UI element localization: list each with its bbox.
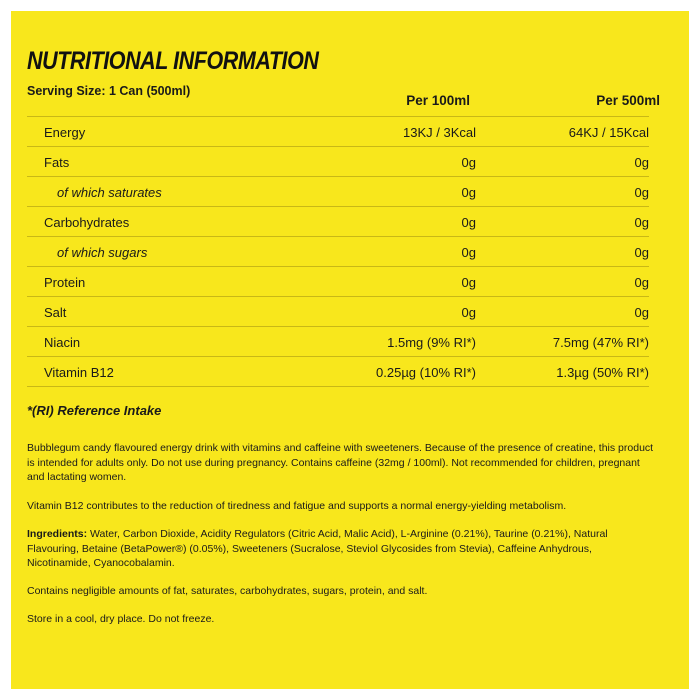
- per-500ml-value: 7.5mg (47% RI*): [552, 335, 649, 350]
- table-row: [27, 146, 649, 176]
- per-100ml-value: 1.5mg (9% RI*): [387, 335, 476, 350]
- product-description: Bubblegum candy flavoured energy drink with vitamins and caffeine with sweeteners. Because of the presence of creatine, this product is intended for adults only. Do not use during pregnancy. Contains caffeine (32mg / 100ml). Not recommended for children, pregnant and lactating women.: [27, 442, 654, 483]
- per-500ml-value: 0g: [634, 245, 649, 260]
- negligible-amounts-note: Contains negligible amounts of fat, saturates, carbohydrates, sugars, protein, and salt.: [27, 585, 428, 597]
- ingredients-label: Ingredients:: [27, 528, 88, 540]
- row-label: of which saturates: [57, 185, 162, 200]
- column-header-per-500ml: Per 500ml: [596, 93, 660, 108]
- per-500ml-value: 0g: [634, 155, 649, 170]
- per-500ml-value: 0g: [634, 275, 649, 290]
- table-row: [27, 206, 649, 236]
- page-title: NUTRITIONAL INFORMATION: [27, 47, 319, 75]
- row-label: Salt: [44, 305, 67, 320]
- ingredients-paragraph: [27, 527, 657, 571]
- table-row: [27, 116, 649, 146]
- per-500ml-value: 64KJ / 15Kcal: [568, 125, 649, 140]
- per-100ml-value: 0g: [461, 155, 476, 170]
- table-row: [27, 296, 649, 326]
- per-100ml-value: 0g: [461, 245, 476, 260]
- per-100ml-value: 0g: [461, 215, 476, 230]
- table-row: [27, 176, 649, 206]
- reference-intake-note: *(RI) Reference Intake: [27, 403, 162, 418]
- row-label: Niacin: [44, 335, 81, 350]
- row-label: Carbohydrates: [44, 215, 130, 230]
- column-header-per-100ml: Per 100ml: [406, 93, 470, 108]
- storage-instructions: Store in a cool, dry place. Do not freeze.: [27, 613, 215, 625]
- per-500ml-value: 1.3µg (50% RI*): [556, 365, 649, 380]
- serving-size: Serving Size: 1 Can (500ml): [27, 84, 191, 98]
- table-row: [27, 326, 649, 356]
- row-label: Energy: [44, 125, 86, 140]
- table-row: [27, 356, 649, 387]
- ingredients-list: Water, Carbon Dioxide, Acidity Regulators (Citric Acid, Malic Acid), L-Arginine (0.21%), Taurine (0.21%), Natural Flavouring, Betaine (BetaPower®) (0.05%), Sweeteners (Sucralose, Steviol Glycosides from Stevia), Caffeine Anhydrous, Nicotinamide, Cyanocobalamin.: [27, 528, 608, 569]
- table-row: [27, 266, 649, 296]
- per-100ml-value: 0g: [461, 275, 476, 290]
- nutrition-table: [27, 116, 649, 387]
- row-label: of which sugars: [57, 245, 148, 260]
- per-500ml-value: 0g: [634, 305, 649, 320]
- row-label: Protein: [44, 275, 86, 290]
- per-100ml-value: 0.25µg (10% RI*): [376, 365, 476, 380]
- per-500ml-value: 0g: [634, 185, 649, 200]
- row-label: Vitamin B12: [44, 365, 114, 380]
- table-row: [27, 236, 649, 266]
- per-100ml-value: 0g: [461, 185, 476, 200]
- per-500ml-value: 0g: [634, 215, 649, 230]
- per-100ml-value: 0g: [461, 305, 476, 320]
- vitamin-b12-claim: Vitamin B12 contributes to the reduction of tiredness and fatigue and supports a normal energy-yielding metabolism.: [27, 500, 567, 512]
- row-label: Fats: [44, 155, 70, 170]
- per-100ml-value: 13KJ / 3Kcal: [403, 125, 476, 140]
